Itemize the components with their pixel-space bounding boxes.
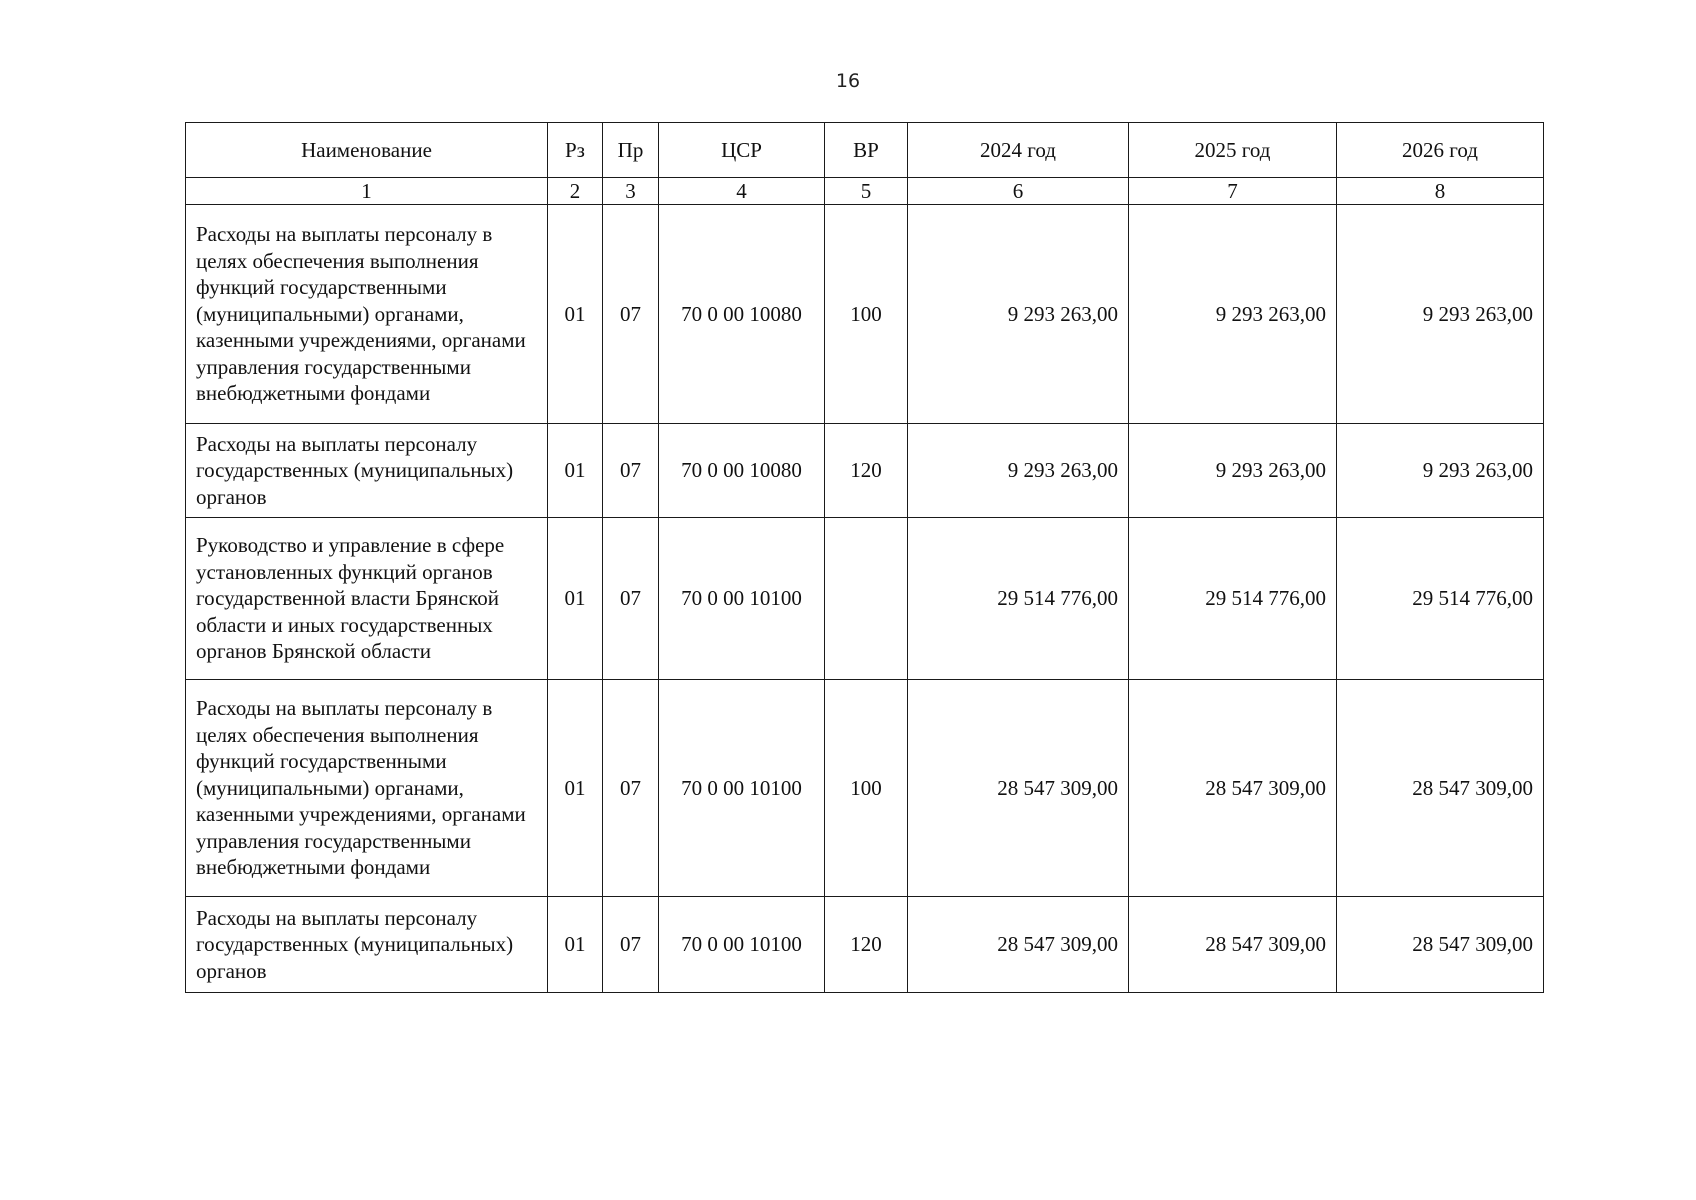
column-number-row (186, 178, 1544, 205)
table-body (186, 205, 1544, 993)
row-vr: 120 (825, 897, 908, 993)
row-csr: 70 0 00 10100 (659, 897, 825, 993)
row-vr: 120 (825, 424, 908, 518)
row-amount-2025: 9 293 263,00 (1129, 424, 1337, 518)
column-number: 1 (186, 178, 548, 205)
row-amount-2024: 9 293 263,00 (908, 424, 1129, 518)
row-pr: 07 (603, 897, 659, 993)
column-number: 5 (825, 178, 908, 205)
row-name: Расходы на выплаты персоналу в целях обеспечения выполнения функций государственными (муниципальными) органами, казенными учреждениями, органами управления государственными внебюджетными фондами (186, 205, 548, 424)
row-csr: 70 0 00 10080 (659, 205, 825, 424)
row-pr: 07 (603, 205, 659, 424)
table-row (186, 205, 1544, 424)
header-2025: 2025 год (1129, 123, 1337, 178)
budget-table (185, 122, 1544, 993)
column-number: 6 (908, 178, 1129, 205)
row-amount-2024: 28 547 309,00 (908, 680, 1129, 897)
row-name: Расходы на выплаты персоналу государственных (муниципальных) органов (186, 897, 548, 993)
row-amount-2024: 9 293 263,00 (908, 205, 1129, 424)
column-number: 7 (1129, 178, 1337, 205)
row-csr: 70 0 00 10100 (659, 518, 825, 680)
row-pr: 07 (603, 424, 659, 518)
header-2026: 2026 год (1337, 123, 1544, 178)
table-row (186, 680, 1544, 897)
column-number: 2 (548, 178, 603, 205)
row-name: Расходы на выплаты персоналу в целях обеспечения выполнения функций государственными (муниципальными) органами, казенными учреждениями, органами управления государственными внебюджетными фондами (186, 680, 548, 897)
page-number: 16 (835, 70, 861, 92)
row-csr: 70 0 00 10080 (659, 424, 825, 518)
header-csr: ЦСР (659, 123, 825, 178)
table-row (186, 518, 1544, 680)
table-row (186, 424, 1544, 518)
row-amount-2026: 29 514 776,00 (1337, 518, 1544, 680)
row-pr: 07 (603, 518, 659, 680)
row-vr: 100 (825, 680, 908, 897)
row-rz: 01 (548, 424, 603, 518)
column-number: 3 (603, 178, 659, 205)
row-rz: 01 (548, 205, 603, 424)
header-2024: 2024 год (908, 123, 1129, 178)
row-amount-2025: 29 514 776,00 (1129, 518, 1337, 680)
header-row (186, 123, 1544, 178)
row-rz: 01 (548, 897, 603, 993)
row-rz: 01 (548, 680, 603, 897)
row-amount-2025: 28 547 309,00 (1129, 680, 1337, 897)
row-pr: 07 (603, 680, 659, 897)
row-amount-2024: 29 514 776,00 (908, 518, 1129, 680)
row-amount-2026: 9 293 263,00 (1337, 424, 1544, 518)
row-amount-2025: 9 293 263,00 (1129, 205, 1337, 424)
row-name: Расходы на выплаты персоналу государственных (муниципальных) органов (186, 424, 548, 518)
row-name: Руководство и управление в сфере установленных функций органов государственной власти Брянской области и иных государственных органов Брянской области (186, 518, 548, 680)
row-vr (825, 518, 908, 680)
header-name: Наименование (186, 123, 548, 178)
row-amount-2026: 9 293 263,00 (1337, 205, 1544, 424)
row-amount-2026: 28 547 309,00 (1337, 680, 1544, 897)
header-pr: Пр (603, 123, 659, 178)
row-amount-2026: 28 547 309,00 (1337, 897, 1544, 993)
row-amount-2025: 28 547 309,00 (1129, 897, 1337, 993)
column-number: 4 (659, 178, 825, 205)
table-header (186, 123, 1544, 205)
column-number: 8 (1337, 178, 1544, 205)
row-vr: 100 (825, 205, 908, 424)
row-csr: 70 0 00 10100 (659, 680, 825, 897)
table-row (186, 897, 1544, 993)
row-amount-2024: 28 547 309,00 (908, 897, 1129, 993)
row-rz: 01 (548, 518, 603, 680)
header-rz: Рз (548, 123, 603, 178)
header-vr: ВР (825, 123, 908, 178)
